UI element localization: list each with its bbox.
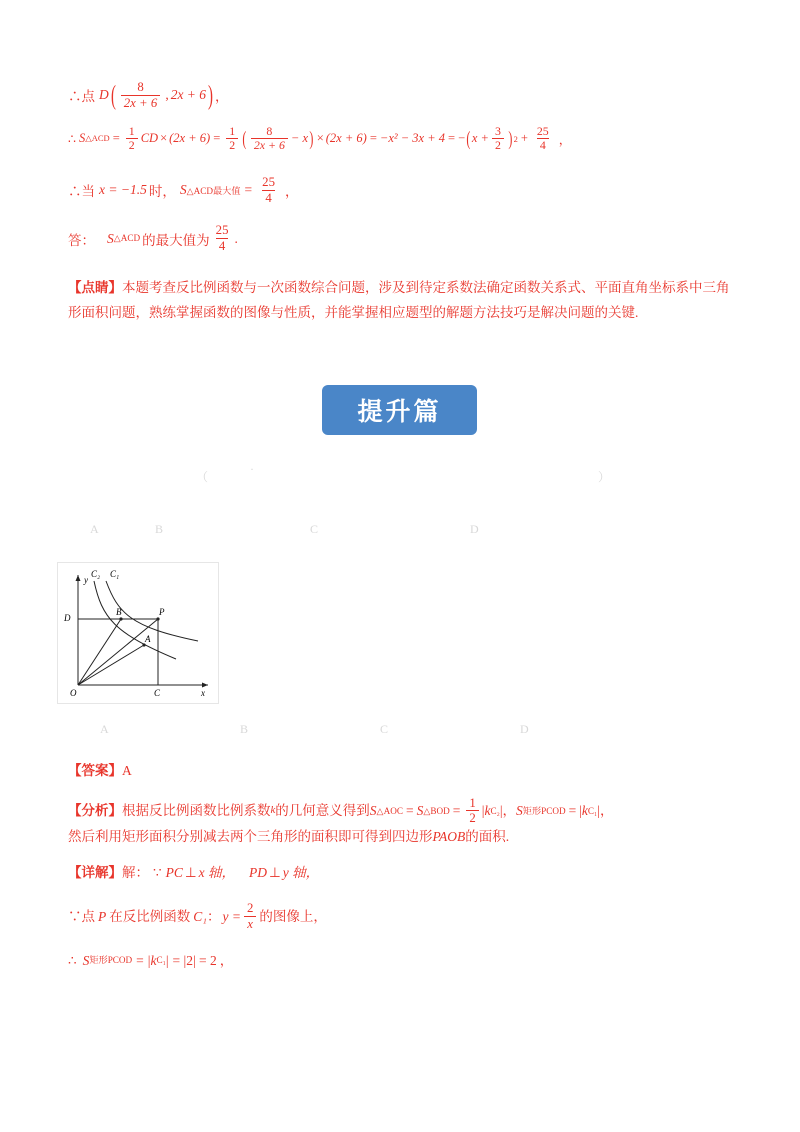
right-paren-2: ): [309, 127, 314, 150]
y-axis-label: y 轴，: [282, 864, 320, 880]
x-den: x: [244, 916, 256, 932]
half-analysis-den: 2: [466, 810, 478, 826]
faint-text-1: （: [196, 470, 209, 484]
analysis-formula-2: [516, 800, 600, 822]
analysis-label: 【分析】: [68, 803, 122, 819]
quadratic-expr: −x² − 3x + 4: [379, 131, 446, 146]
k-symbol: k: [270, 804, 276, 817]
times-1: ×: [160, 131, 168, 146]
half-den: 2: [126, 138, 138, 153]
equals-4: =: [448, 131, 456, 146]
svg-text:C₂: C₂: [91, 569, 101, 579]
second-coordinate: 2x + 6: [170, 87, 207, 103]
comma-2: ，: [599, 803, 614, 819]
point-p-end: 的图像上，: [259, 908, 327, 924]
s-aoc: S: [369, 803, 377, 819]
banner-label: 提升篇: [357, 399, 442, 426]
choice-a: A: [100, 722, 109, 736]
comma-sep: ,: [165, 87, 169, 103]
comma-1: ，: [502, 803, 517, 819]
final-k: k: [150, 952, 157, 968]
area-subscript-3: △ACD最大值: [186, 186, 241, 197]
two-over-x: [244, 901, 256, 932]
point-p-mid: 在反比例函数: [109, 908, 191, 924]
dianjing-text: 本题考查反比例函数与一次函数综合问题，涉及到待定系数法确定函数关系式、平面直角坐标系中三角形面积问题，熟练掌握函数的图像与性质，并能掌握相应题型的解题方法技巧是解决问题的关键.: [68, 279, 730, 320]
choice-d: D: [520, 722, 529, 736]
faint-text-3: ·: [250, 462, 254, 476]
inner-den: 2x + 6: [251, 138, 288, 153]
inner-fraction: [251, 125, 288, 153]
area-symbol-3: S: [179, 182, 187, 198]
final-k-sub: C₁: [156, 955, 166, 966]
result-den: 4: [537, 138, 549, 153]
eq-3: =: [568, 803, 577, 819]
analysis-text-3: 然后利用矩形面积分别减去两个三角形的面积即可得到四边形: [68, 829, 433, 845]
equals-2: =: [213, 131, 221, 146]
line2-prefix: ∴: [68, 131, 76, 146]
because-symbol: ∵: [153, 864, 162, 880]
line3-prefix: ∴当: [68, 184, 95, 200]
c1-label: C₁: [193, 908, 207, 924]
final-eq: =: [136, 952, 144, 968]
paren-term-1: (2x + 6): [169, 131, 211, 146]
final-abs-left: |: [147, 952, 151, 968]
k-c2: k: [484, 803, 491, 819]
svg-text:C: C: [154, 688, 161, 698]
svg-text:O: O: [70, 688, 77, 698]
half-num: 1: [128, 123, 135, 138]
analysis-formula-1: [370, 796, 503, 827]
solution-line-3: [68, 175, 732, 206]
three-halves: [492, 125, 504, 153]
coordinate-figure: [57, 562, 219, 704]
colon-sep: ：: [206, 908, 221, 924]
abs-bar-right-1: |: [499, 803, 503, 819]
pd-segment: PD: [249, 864, 267, 880]
fraction-numerator: 8: [137, 80, 144, 94]
faint-choice-d: D: [470, 522, 479, 536]
half-fraction-2: [226, 125, 238, 153]
svg-text:C₁: C₁: [110, 569, 120, 579]
answer-prefix: 答：: [68, 232, 95, 248]
final-num: 25: [215, 223, 229, 238]
half2-num: 1: [229, 123, 236, 138]
line4-mid: 的最大值为: [142, 232, 210, 248]
figure-svg: [58, 563, 216, 701]
area-subscript-4: △ACD: [113, 233, 141, 244]
line4-end: .: [234, 230, 238, 246]
detail-label: 【详解】: [68, 864, 122, 880]
k-c1-sub: C₁: [587, 805, 598, 816]
final-eq2: = |2| = 2: [172, 952, 217, 968]
faint-choice-a: A: [90, 522, 99, 536]
three-halves-num: 3: [494, 123, 501, 138]
right-paren-3: ): [508, 127, 513, 150]
equals-3: =: [369, 131, 377, 146]
svg-text:P: P: [159, 607, 165, 617]
minus-x: − x: [290, 131, 309, 146]
final-den: 4: [216, 238, 228, 254]
line2-end: ，: [558, 132, 572, 147]
result-num: 25: [536, 123, 549, 138]
perp-2: ⊥: [269, 864, 281, 880]
solution-body: [68, 80, 732, 326]
svg-text:D: D: [64, 613, 71, 623]
half-frac-analysis: [466, 796, 478, 827]
final-prefix: ∴: [68, 952, 77, 968]
analysis-line: [68, 796, 732, 848]
inner-num: 8: [266, 123, 273, 138]
s-bod-sub: △BOD: [423, 805, 450, 816]
pc-segment: PC: [165, 864, 183, 880]
quad-paob: PAOB: [432, 829, 466, 845]
left-paren-3: (: [466, 127, 471, 150]
answer-label: 【答案】: [68, 763, 122, 778]
three-halves-den: 2: [492, 138, 504, 153]
final-s-sub: 矩形PCOD: [89, 955, 133, 966]
line1-prefix: ∴点: [68, 89, 95, 105]
line3-end: ，: [284, 184, 299, 200]
answer-block: [68, 760, 732, 985]
faint-choice-c: C: [310, 522, 319, 536]
max-num: 25: [262, 174, 275, 189]
point-p-symbol: P: [98, 908, 107, 924]
svg-text:B: B: [116, 607, 122, 617]
x-axis-label: x 轴，: [198, 864, 235, 880]
k-c1: k: [581, 803, 588, 819]
fraction-denominator: 2x + 6: [121, 95, 161, 111]
point-p-line: [68, 901, 732, 932]
perp-1: ⊥: [184, 864, 197, 880]
eq-2: =: [452, 803, 461, 819]
cd-term: CD: [140, 131, 159, 146]
max-den: 4: [262, 190, 274, 206]
plus-sign: +: [520, 131, 528, 146]
final-fraction: [213, 223, 232, 254]
y-equals: y =: [222, 908, 241, 924]
answer-value: A: [122, 763, 132, 778]
final-end: ，: [219, 952, 234, 968]
abs-bar-left-2: |: [579, 803, 582, 819]
solution-line-1: [68, 80, 732, 111]
final-abs-right: |: [165, 952, 169, 968]
svg-text:A: A: [145, 634, 151, 644]
point-d-label: D: [99, 87, 109, 103]
s-rect: S: [516, 803, 523, 819]
paren-term-2: (2x + 6): [325, 131, 367, 146]
s-aoc-sub: △AOC: [376, 805, 403, 816]
svg-text:y: y: [84, 575, 88, 585]
result-fraction: [534, 125, 552, 153]
equals-1: =: [112, 131, 120, 146]
point-p-prefix: ∵点: [68, 908, 95, 924]
abs-bar-right-2: |: [597, 803, 600, 819]
s-bod: S: [416, 803, 424, 819]
half-fraction-1: [126, 125, 138, 153]
faint-text-2: ）: [598, 470, 611, 484]
choice-b: B: [240, 722, 249, 736]
svg-text:x: x: [201, 688, 205, 698]
eq-1: =: [405, 803, 414, 819]
neg-sign: −: [458, 131, 466, 146]
line3-mid: 时，: [148, 184, 176, 200]
x-value: x = −1.5: [99, 182, 147, 198]
detail-line: [68, 862, 732, 884]
area-symbol: S: [78, 131, 86, 146]
s-rect-sub: 矩形PCOD: [522, 805, 566, 816]
final-s-symbol: S: [82, 952, 90, 968]
square-exponent: 2: [513, 133, 518, 144]
dianjing-note: [68, 276, 732, 326]
k-c2-sub: C₂: [490, 805, 500, 816]
area-symbol-4: S: [107, 230, 114, 246]
abs-bar-left-1: |: [481, 803, 485, 819]
analysis-text-1: 根据反比例函数比例系数: [122, 803, 271, 819]
answer-line: [68, 760, 732, 782]
dianjing-label: 【点睛】: [68, 279, 122, 295]
left-paren-2: (: [242, 127, 247, 150]
detail-sol: 解：: [122, 864, 149, 880]
final-area-line: [68, 950, 732, 972]
times-2: ×: [316, 131, 324, 146]
two-num: 2: [246, 901, 254, 916]
solution-line-4: [68, 223, 732, 254]
area-subscript: △ACD: [85, 133, 110, 144]
right-paren: ): [208, 80, 214, 111]
section-banner: [322, 385, 477, 435]
faint-choice-b: B: [155, 522, 164, 536]
square-inner: x +: [471, 131, 489, 146]
half2-den: 2: [226, 138, 238, 153]
fraction-8-over-2x6: [121, 80, 161, 111]
choice-c: C: [380, 722, 389, 736]
analysis-text-2: 的几何意义得到: [275, 803, 370, 819]
half-analysis-num: 1: [469, 795, 476, 810]
equals-line3: =: [244, 182, 253, 198]
analysis-text-4: 的面积.: [465, 829, 510, 845]
solution-line-2: [68, 125, 732, 153]
left-paren: (: [110, 80, 116, 111]
line1-end: ，: [215, 89, 229, 105]
max-value-fraction: [259, 175, 278, 206]
